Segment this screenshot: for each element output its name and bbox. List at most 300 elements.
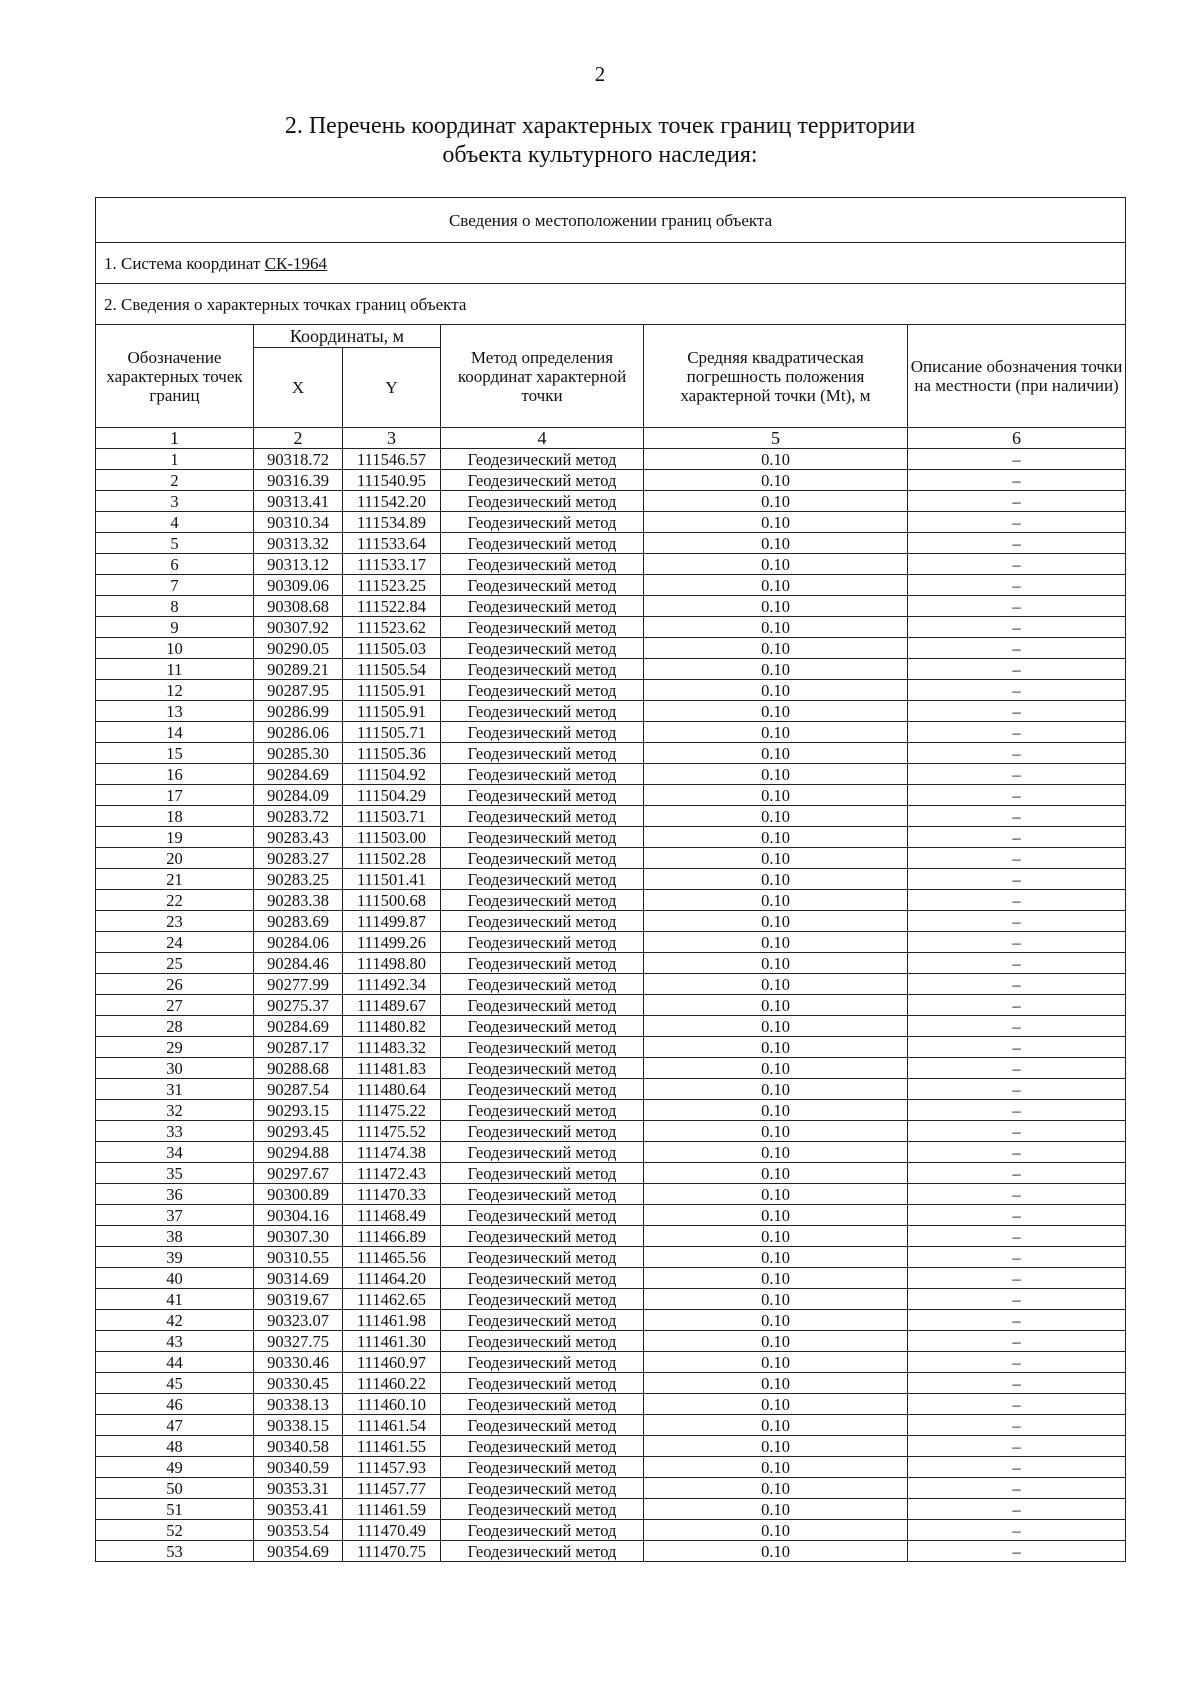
point-number-cell: 29	[96, 1037, 254, 1058]
point-number-cell: 47	[96, 1415, 254, 1436]
y-coordinate-cell: 111480.64	[343, 1079, 441, 1100]
error-cell: 0.10	[644, 1394, 908, 1415]
title-line-2: объекта культурного наследия:	[442, 142, 758, 168]
point-number-cell: 18	[96, 806, 254, 827]
x-coordinate-cell: 90310.55	[254, 1247, 343, 1268]
table-row	[96, 554, 1126, 575]
method-cell: Геодезический метод	[441, 1310, 644, 1331]
description-cell: –	[908, 1541, 1126, 1562]
x-coordinate-cell: 90353.54	[254, 1520, 343, 1541]
y-coordinate-cell: 111481.83	[343, 1058, 441, 1079]
method-cell: Геодезический метод	[441, 512, 644, 533]
table-row	[96, 1142, 1126, 1163]
table-row	[96, 1247, 1126, 1268]
method-cell: Геодезический метод	[441, 743, 644, 764]
y-coordinate-cell: 111505.36	[343, 743, 441, 764]
table-row	[96, 449, 1126, 470]
method-cell: Геодезический метод	[441, 680, 644, 701]
column-numbers-row	[96, 428, 1126, 449]
error-cell: 0.10	[644, 1541, 908, 1562]
table-row	[96, 974, 1126, 995]
y-coordinate-cell: 111523.25	[343, 575, 441, 596]
y-coordinate-cell: 111475.22	[343, 1100, 441, 1121]
table-row	[96, 659, 1126, 680]
table-row	[96, 1226, 1126, 1247]
table-row	[96, 995, 1126, 1016]
error-cell: 0.10	[644, 1247, 908, 1268]
point-number-cell: 15	[96, 743, 254, 764]
y-coordinate-cell: 111461.55	[343, 1436, 441, 1457]
method-cell: Геодезический метод	[441, 911, 644, 932]
y-coordinate-cell: 111461.54	[343, 1415, 441, 1436]
x-coordinate-cell: 90340.59	[254, 1457, 343, 1478]
description-cell: –	[908, 743, 1126, 764]
description-cell: –	[908, 722, 1126, 743]
y-coordinate-cell: 111522.84	[343, 596, 441, 617]
method-cell: Геодезический метод	[441, 491, 644, 512]
point-number-cell: 33	[96, 1121, 254, 1142]
table-row	[96, 1058, 1126, 1079]
column-number: 3	[343, 428, 441, 449]
table-row	[96, 1331, 1126, 1352]
description-cell: –	[908, 974, 1126, 995]
point-number-cell: 14	[96, 722, 254, 743]
error-cell: 0.10	[644, 701, 908, 722]
x-coordinate-cell: 90316.39	[254, 470, 343, 491]
point-number-cell: 43	[96, 1331, 254, 1352]
error-cell: 0.10	[644, 995, 908, 1016]
x-coordinate-cell: 90287.17	[254, 1037, 343, 1058]
method-cell: Геодезический метод	[441, 1394, 644, 1415]
point-number-cell: 49	[96, 1457, 254, 1478]
description-cell: –	[908, 1226, 1126, 1247]
y-coordinate-cell: 111474.38	[343, 1142, 441, 1163]
method-cell: Геодезический метод	[441, 638, 644, 659]
method-cell: Геодезический метод	[441, 1289, 644, 1310]
y-coordinate-cell: 111464.20	[343, 1268, 441, 1289]
description-cell: –	[908, 680, 1126, 701]
x-coordinate-cell: 90307.30	[254, 1226, 343, 1247]
method-cell: Геодезический метод	[441, 1121, 644, 1142]
point-number-cell: 42	[96, 1310, 254, 1331]
description-cell: –	[908, 533, 1126, 554]
description-cell: –	[908, 785, 1126, 806]
x-coordinate-cell: 90283.72	[254, 806, 343, 827]
x-coordinate-cell: 90300.89	[254, 1184, 343, 1205]
method-cell: Геодезический метод	[441, 1079, 644, 1100]
x-coordinate-cell: 90284.69	[254, 764, 343, 785]
coord-system-label: 1. Система координат	[104, 253, 261, 273]
x-coordinate-cell: 90313.32	[254, 533, 343, 554]
error-cell: 0.10	[644, 1121, 908, 1142]
table-row	[96, 806, 1126, 827]
y-coordinate-cell: 111540.95	[343, 470, 441, 491]
x-coordinate-cell: 90319.67	[254, 1289, 343, 1310]
description-cell: –	[908, 1415, 1126, 1436]
y-coordinate-cell: 111460.22	[343, 1373, 441, 1394]
method-cell: Геодезический метод	[441, 953, 644, 974]
point-number-cell: 28	[96, 1016, 254, 1037]
table-row	[96, 1289, 1126, 1310]
y-coordinate-cell: 111504.29	[343, 785, 441, 806]
point-number-cell: 25	[96, 953, 254, 974]
error-cell: 0.10	[644, 1457, 908, 1478]
point-number-cell: 24	[96, 932, 254, 953]
x-coordinate-cell: 90354.69	[254, 1541, 343, 1562]
point-number-cell: 17	[96, 785, 254, 806]
point-number-cell: 37	[96, 1205, 254, 1226]
table-row	[96, 1373, 1126, 1394]
error-cell: 0.10	[644, 743, 908, 764]
point-number-cell: 6	[96, 554, 254, 575]
error-cell: 0.10	[644, 1352, 908, 1373]
error-cell: 0.10	[644, 827, 908, 848]
y-coordinate-cell: 111505.91	[343, 701, 441, 722]
method-cell: Геодезический метод	[441, 1142, 644, 1163]
description-cell: –	[908, 1520, 1126, 1541]
x-coordinate-cell: 90293.45	[254, 1121, 343, 1142]
point-number-cell: 20	[96, 848, 254, 869]
table-row	[96, 1268, 1126, 1289]
description-cell: –	[908, 1163, 1126, 1184]
x-coordinate-cell: 90330.45	[254, 1373, 343, 1394]
y-coordinate-cell: 111466.89	[343, 1226, 441, 1247]
description-cell: –	[908, 1016, 1126, 1037]
description-cell: –	[908, 1184, 1126, 1205]
y-coordinate-cell: 111505.71	[343, 722, 441, 743]
method-cell: Геодезический метод	[441, 806, 644, 827]
table-row	[96, 1037, 1126, 1058]
table-row	[96, 764, 1126, 785]
method-cell: Геодезический метод	[441, 1016, 644, 1037]
description-cell: –	[908, 1436, 1126, 1457]
x-coordinate-cell: 90313.41	[254, 491, 343, 512]
point-number-cell: 32	[96, 1100, 254, 1121]
error-cell: 0.10	[644, 890, 908, 911]
x-coordinate-cell: 90285.30	[254, 743, 343, 764]
method-cell: Геодезический метод	[441, 1163, 644, 1184]
point-number-cell: 38	[96, 1226, 254, 1247]
error-cell: 0.10	[644, 1289, 908, 1310]
y-coordinate-cell: 111499.87	[343, 911, 441, 932]
y-coordinate-cell: 111505.91	[343, 680, 441, 701]
table-row	[96, 470, 1126, 491]
table-row	[96, 512, 1126, 533]
point-number-cell: 19	[96, 827, 254, 848]
x-coordinate-cell: 90283.25	[254, 869, 343, 890]
table-row	[96, 1184, 1126, 1205]
method-cell: Геодезический метод	[441, 1184, 644, 1205]
point-number-cell: 30	[96, 1058, 254, 1079]
description-cell: –	[908, 1100, 1126, 1121]
table-row	[96, 617, 1126, 638]
error-cell: 0.10	[644, 554, 908, 575]
description-cell: –	[908, 1478, 1126, 1499]
y-coordinate-cell: 111542.20	[343, 491, 441, 512]
x-coordinate-cell: 90283.69	[254, 911, 343, 932]
error-cell: 0.10	[644, 596, 908, 617]
method-cell: Геодезический метод	[441, 1499, 644, 1520]
y-coordinate-cell: 111523.62	[343, 617, 441, 638]
description-cell: –	[908, 911, 1126, 932]
point-number-cell: 53	[96, 1541, 254, 1562]
x-coordinate-cell: 90284.06	[254, 932, 343, 953]
x-coordinate-cell: 90294.88	[254, 1142, 343, 1163]
method-cell: Геодезический метод	[441, 1457, 644, 1478]
error-cell: 0.10	[644, 1142, 908, 1163]
error-cell: 0.10	[644, 1436, 908, 1457]
x-coordinate-cell: 90290.05	[254, 638, 343, 659]
table-row	[96, 785, 1126, 806]
method-cell: Геодезический метод	[441, 1436, 644, 1457]
y-coordinate-cell: 111533.64	[343, 533, 441, 554]
point-number-cell: 27	[96, 995, 254, 1016]
description-cell: –	[908, 1247, 1126, 1268]
x-coordinate-cell: 90353.41	[254, 1499, 343, 1520]
description-cell: –	[908, 617, 1126, 638]
method-cell: Геодезический метод	[441, 1205, 644, 1226]
table-row	[96, 1520, 1126, 1541]
x-coordinate-cell: 90318.72	[254, 449, 343, 470]
description-cell: –	[908, 1331, 1126, 1352]
table-row	[96, 1457, 1126, 1478]
method-cell: Геодезический метод	[441, 1226, 644, 1247]
column-number: 1	[96, 428, 254, 449]
method-cell: Геодезический метод	[441, 1352, 644, 1373]
column-number: 6	[908, 428, 1126, 449]
point-number-cell: 4	[96, 512, 254, 533]
method-cell: Геодезический метод	[441, 701, 644, 722]
table-row	[96, 827, 1126, 848]
point-number-cell: 7	[96, 575, 254, 596]
section-header: Сведения о местоположении границ объекта	[96, 198, 1126, 243]
description-cell: –	[908, 638, 1126, 659]
y-coordinate-cell: 111457.77	[343, 1478, 441, 1499]
y-coordinate-cell: 111483.32	[343, 1037, 441, 1058]
y-coordinate-cell: 111461.59	[343, 1499, 441, 1520]
error-cell: 0.10	[644, 1415, 908, 1436]
method-cell: Геодезический метод	[441, 470, 644, 491]
error-cell: 0.10	[644, 512, 908, 533]
y-coordinate-cell: 111468.49	[343, 1205, 441, 1226]
error-cell: 0.10	[644, 1163, 908, 1184]
point-number-cell: 39	[96, 1247, 254, 1268]
point-number-cell: 11	[96, 659, 254, 680]
col-coords-label: Координаты, м	[254, 325, 441, 348]
description-cell: –	[908, 848, 1126, 869]
table-row	[96, 743, 1126, 764]
description-cell: –	[908, 575, 1126, 596]
point-number-cell: 36	[96, 1184, 254, 1205]
point-number-cell: 9	[96, 617, 254, 638]
description-cell: –	[908, 953, 1126, 974]
description-cell: –	[908, 1205, 1126, 1226]
x-coordinate-cell: 90309.06	[254, 575, 343, 596]
y-coordinate-cell: 111504.92	[343, 764, 441, 785]
error-cell: 0.10	[644, 1499, 908, 1520]
col-desc-label: Описание обозначения точки на местности (при наличии)	[908, 325, 1126, 428]
method-cell: Геодезический метод	[441, 449, 644, 470]
error-cell: 0.10	[644, 470, 908, 491]
table-row	[96, 1478, 1126, 1499]
description-cell: –	[908, 1121, 1126, 1142]
table-row	[96, 1121, 1126, 1142]
column-number: 2	[254, 428, 343, 449]
description-cell: –	[908, 1394, 1126, 1415]
x-coordinate-cell: 90308.68	[254, 596, 343, 617]
points-header: 2. Сведения о характерных точках границ объекта	[96, 284, 1126, 325]
x-coordinate-cell: 90287.54	[254, 1079, 343, 1100]
description-cell: –	[908, 1373, 1126, 1394]
method-cell: Геодезический метод	[441, 1478, 644, 1499]
boundary-points-table	[95, 197, 1126, 1562]
x-coordinate-cell: 90313.12	[254, 554, 343, 575]
point-number-cell: 26	[96, 974, 254, 995]
method-cell: Геодезический метод	[441, 659, 644, 680]
x-coordinate-cell: 90330.46	[254, 1352, 343, 1373]
error-cell: 0.10	[644, 1310, 908, 1331]
table-row	[96, 680, 1126, 701]
method-cell: Геодезический метод	[441, 995, 644, 1016]
table-row	[96, 911, 1126, 932]
table-row	[96, 890, 1126, 911]
point-number-cell: 50	[96, 1478, 254, 1499]
point-number-cell: 5	[96, 533, 254, 554]
point-number-cell: 21	[96, 869, 254, 890]
y-coordinate-cell: 111480.82	[343, 1016, 441, 1037]
point-number-cell: 31	[96, 1079, 254, 1100]
error-cell: 0.10	[644, 806, 908, 827]
method-cell: Геодезический метод	[441, 1541, 644, 1562]
y-coordinate-cell: 111461.30	[343, 1331, 441, 1352]
error-cell: 0.10	[644, 638, 908, 659]
x-coordinate-cell: 90314.69	[254, 1268, 343, 1289]
table-row	[96, 701, 1126, 722]
description-cell: –	[908, 995, 1126, 1016]
x-coordinate-cell: 90323.07	[254, 1310, 343, 1331]
error-cell: 0.10	[644, 449, 908, 470]
method-cell: Геодезический метод	[441, 1415, 644, 1436]
description-cell: –	[908, 890, 1126, 911]
error-cell: 0.10	[644, 680, 908, 701]
point-number-cell: 51	[96, 1499, 254, 1520]
method-cell: Геодезический метод	[441, 1037, 644, 1058]
method-cell: Геодезический метод	[441, 1520, 644, 1541]
method-cell: Геодезический метод	[441, 890, 644, 911]
point-number-cell: 22	[96, 890, 254, 911]
y-coordinate-cell: 111502.28	[343, 848, 441, 869]
table-row	[96, 491, 1126, 512]
description-cell: –	[908, 470, 1126, 491]
error-cell: 0.10	[644, 1058, 908, 1079]
table-row	[96, 722, 1126, 743]
description-cell: –	[908, 449, 1126, 470]
error-cell: 0.10	[644, 1079, 908, 1100]
y-coordinate-cell: 111492.34	[343, 974, 441, 995]
x-coordinate-cell: 90304.16	[254, 1205, 343, 1226]
y-coordinate-cell: 111470.49	[343, 1520, 441, 1541]
table-row	[96, 1394, 1126, 1415]
point-number-cell: 45	[96, 1373, 254, 1394]
method-cell: Геодезический метод	[441, 722, 644, 743]
error-cell: 0.10	[644, 1184, 908, 1205]
error-cell: 0.10	[644, 1373, 908, 1394]
error-cell: 0.10	[644, 1226, 908, 1247]
method-cell: Геодезический метод	[441, 1373, 644, 1394]
table-row	[96, 1079, 1126, 1100]
description-cell: –	[908, 659, 1126, 680]
x-coordinate-cell: 90338.13	[254, 1394, 343, 1415]
point-number-cell: 52	[96, 1520, 254, 1541]
col-method-label: Метод определения координат характерной точки	[441, 325, 644, 428]
description-cell: –	[908, 1457, 1126, 1478]
point-number-cell: 41	[96, 1289, 254, 1310]
method-cell: Геодезический метод	[441, 533, 644, 554]
error-cell: 0.10	[644, 974, 908, 995]
col-error-label: Средняя квадратическая погрешность положения характерной точки (Mt), м	[644, 325, 908, 428]
x-coordinate-cell: 90277.99	[254, 974, 343, 995]
point-number-cell: 3	[96, 491, 254, 512]
error-cell: 0.10	[644, 1331, 908, 1352]
table-row	[96, 1100, 1126, 1121]
y-coordinate-cell: 111470.33	[343, 1184, 441, 1205]
y-coordinate-cell: 111461.98	[343, 1310, 441, 1331]
error-cell: 0.10	[644, 1205, 908, 1226]
description-cell: –	[908, 491, 1126, 512]
point-number-cell: 46	[96, 1394, 254, 1415]
table-row	[96, 1205, 1126, 1226]
y-coordinate-cell: 111500.68	[343, 890, 441, 911]
y-coordinate-cell: 111465.56	[343, 1247, 441, 1268]
point-number-cell: 2	[96, 470, 254, 491]
error-cell: 0.10	[644, 1037, 908, 1058]
error-cell: 0.10	[644, 1478, 908, 1499]
description-cell: –	[908, 1352, 1126, 1373]
method-cell: Геодезический метод	[441, 974, 644, 995]
description-cell: –	[908, 1142, 1126, 1163]
description-cell: –	[908, 512, 1126, 533]
col-y-label: Y	[343, 348, 441, 428]
table-row	[96, 1310, 1126, 1331]
table-row	[96, 1016, 1126, 1037]
table-row	[96, 932, 1126, 953]
point-number-cell: 35	[96, 1163, 254, 1184]
error-cell: 0.10	[644, 911, 908, 932]
point-number-cell: 1	[96, 449, 254, 470]
y-coordinate-cell: 111475.52	[343, 1121, 441, 1142]
table-row	[96, 869, 1126, 890]
y-coordinate-cell: 111503.71	[343, 806, 441, 827]
description-cell: –	[908, 806, 1126, 827]
x-coordinate-cell: 90338.15	[254, 1415, 343, 1436]
page-title	[150, 112, 1050, 170]
column-number: 5	[644, 428, 908, 449]
error-cell: 0.10	[644, 1268, 908, 1289]
y-coordinate-cell: 111460.97	[343, 1352, 441, 1373]
method-cell: Геодезический метод	[441, 617, 644, 638]
error-cell: 0.10	[644, 575, 908, 596]
description-cell: –	[908, 1268, 1126, 1289]
y-coordinate-cell: 111505.54	[343, 659, 441, 680]
table-row	[96, 953, 1126, 974]
x-coordinate-cell: 90284.46	[254, 953, 343, 974]
error-cell: 0.10	[644, 953, 908, 974]
table-row	[96, 1415, 1126, 1436]
error-cell: 0.10	[644, 617, 908, 638]
table-row	[96, 1499, 1126, 1520]
x-coordinate-cell: 90275.37	[254, 995, 343, 1016]
table-row	[96, 638, 1126, 659]
